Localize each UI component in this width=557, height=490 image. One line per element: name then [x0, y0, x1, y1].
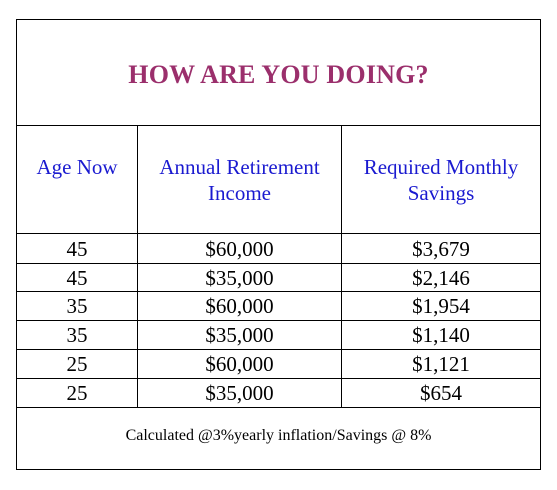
income-cell: $35,000 [205, 323, 274, 347]
table-row [17, 350, 540, 378]
age-cell: 25 [66, 352, 88, 376]
savings-cell: $3,679 [412, 237, 470, 261]
table-row [17, 292, 540, 320]
header-age-now [17, 126, 137, 233]
age-cell: 35 [66, 294, 88, 318]
savings-cell: $654 [420, 381, 462, 405]
header-income-line1: Annual Retirement [159, 155, 320, 179]
header-required-monthly-savings [342, 126, 540, 233]
title-row [17, 20, 540, 126]
income-cell: $60,000 [205, 237, 274, 261]
table-row [17, 264, 540, 292]
income-cell: $35,000 [205, 381, 274, 405]
income-cell: $60,000 [205, 294, 274, 318]
age-cell: 45 [66, 237, 88, 261]
table-row [17, 321, 540, 349]
table-body [17, 234, 540, 407]
savings-cell: $1,954 [412, 294, 470, 318]
income-cell: $35,000 [205, 266, 274, 290]
income-cell: $60,000 [205, 352, 274, 376]
retirement-table [16, 19, 541, 470]
table-title: HOW ARE YOU DOING? [128, 59, 429, 89]
header-annual-retirement-income [137, 126, 342, 233]
age-cell: 25 [66, 381, 88, 405]
table-row [17, 379, 540, 407]
age-cell: 45 [66, 266, 88, 290]
savings-cell: $1,140 [412, 323, 470, 347]
age-cell: 35 [66, 323, 88, 347]
table-row [17, 235, 540, 263]
savings-cell: $1,121 [412, 352, 470, 376]
header-savings-line1: Required Monthly [363, 155, 519, 179]
footer-row [17, 407, 540, 469]
footnote: Calculated @3%yearly inflation/Savings @ 8% [125, 426, 432, 444]
header-age-label: Age Now [36, 155, 118, 179]
header-savings-line2: Savings [407, 181, 475, 205]
savings-cell: $2,146 [412, 266, 470, 290]
header-income-line2: Income [208, 181, 271, 205]
header-row [17, 126, 540, 234]
